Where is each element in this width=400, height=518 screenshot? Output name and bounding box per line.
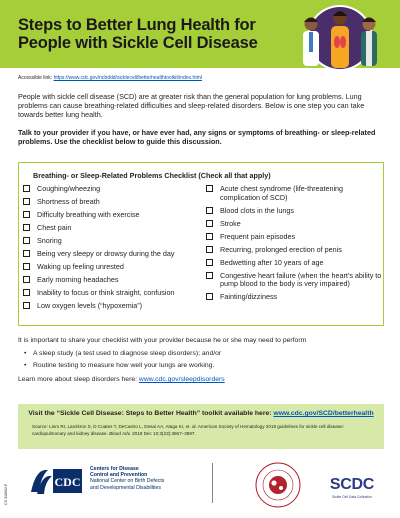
checklist-item[interactable]: Blood clots in the lungs — [202, 207, 382, 216]
source-citation: Source: Liem RI, Lanzkron S, D Coates T, DeCastro L, Desai AA, Ataga KI, et. al. American Society of Hematology 2019 guidelines for sickle cell disease: cardiopulmonary and kidney disease. Blood Adv. 2019 Dec 10;3(23):3867–3897. — [32, 424, 344, 436]
bullet-icon: • — [24, 350, 27, 357]
accessible-link-line — [18, 75, 202, 81]
checklist-left-column — [19, 185, 199, 311]
page-title — [18, 16, 283, 52]
checkbox[interactable] — [206, 272, 213, 279]
checklist-box — [18, 162, 384, 326]
checklist-item[interactable]: Bedwetting after 10 years of age — [202, 259, 382, 268]
checkbox[interactable] — [23, 237, 30, 244]
checkbox[interactable] — [23, 276, 30, 283]
checkbox[interactable] — [23, 263, 30, 270]
checklist-item[interactable]: Acute chest syndrome (life-threatening complication of SCD) — [202, 185, 382, 202]
checkbox[interactable] — [206, 246, 213, 253]
checklist-item[interactable]: Frequent pain episodes — [202, 233, 382, 242]
checkbox[interactable] — [23, 289, 30, 296]
scdc-letters: SCDC — [329, 476, 375, 493]
checklist-right-column — [202, 185, 382, 302]
checkbox[interactable] — [23, 211, 30, 218]
visit-toolkit-line: Visit the “Sickle Cell Disease: Steps to Better Health” toolkit available here: www.cdc.gov/SCD/betterhealth — [28, 410, 374, 417]
checkbox[interactable] — [206, 207, 213, 214]
checklist-item[interactable]: Early morning headaches — [19, 276, 199, 285]
people-illustration — [284, 2, 396, 74]
checkbox[interactable] — [206, 259, 213, 266]
checkbox[interactable] — [23, 224, 30, 231]
logo-divider — [212, 463, 213, 503]
checkbox[interactable] — [23, 250, 30, 257]
checklist-item[interactable]: Snoring — [19, 237, 199, 246]
ash-seal-logo — [254, 461, 302, 509]
checkbox[interactable] — [23, 302, 30, 309]
checklist-item[interactable]: Difficulty breathing with exercise — [19, 211, 199, 220]
checkbox[interactable] — [206, 220, 213, 227]
checkbox[interactable] — [206, 233, 213, 240]
sleep-disorders-link[interactable]: www.cdc.gov/sleepdisorders — [138, 376, 225, 383]
bullet-item: • Routine testing to measure how well your lungs are working. — [24, 362, 215, 369]
checkbox[interactable] — [23, 185, 30, 192]
talk-to-provider-text: Talk to your provider if you have, or have ever had, any signs or symptoms of breathing- or sleep-related problems. Use the checklist below to guide this discussion. — [18, 128, 376, 146]
checklist-item[interactable]: Coughing/wheezing — [19, 185, 199, 194]
toolkit-link[interactable]: www.cdc.gov/SCD/betterhealth — [273, 410, 374, 417]
intro-paragraph: People with sickle cell disease (SCD) are at greater risk than the general population for lung problems. Lung problems can cause breathing-related difficulties and sleep-related disorders. Below is one step you can take towards better lung health. — [18, 92, 365, 119]
bullet-item: • A sleep study (a test used to diagnose sleep disorders); and/or — [24, 350, 222, 357]
checklist-item[interactable]: Stroke — [202, 220, 382, 229]
checklist-item[interactable]: Being very sleepy or drowsy during the day — [19, 250, 199, 259]
checklist-item[interactable]: Fainting/dizziness — [202, 293, 382, 302]
title-line-1: Steps to Better Lung Health for — [18, 16, 256, 34]
cdc-mark-text: CDC — [54, 475, 81, 489]
scdc-subtitle: Sickle Cell Data Collection — [332, 495, 372, 499]
checklist-title: Breathing- or Sleep-Related Problems Checklist (Check all that apply) — [33, 171, 271, 180]
hhs-cdc-logo — [28, 462, 84, 498]
title-line-2: People with Sickle Cell Disease — [18, 34, 258, 52]
cdc-name-block: Centers for Disease Control and Prevention National Center on Birth Defects and Developmental Disabilities — [90, 466, 165, 491]
checklist-item[interactable]: Shortness of breath — [19, 198, 199, 207]
checklist-item[interactable]: Inability to focus or think straight, confusion — [19, 289, 199, 298]
checklist-item[interactable]: Low oxygen levels (“hypoxemia”) — [19, 302, 199, 311]
accessible-url-link[interactable]: https://www.cdc.gov/ncbddd/sicklecell/betterhealthtoolkit/index.html — [53, 75, 202, 81]
checkbox[interactable] — [206, 293, 213, 300]
checklist-item[interactable]: Chest pain — [19, 224, 199, 233]
checkbox[interactable] — [23, 198, 30, 205]
checklist-item[interactable]: Congestive heart failure (when the heart’s ability to pump blood to the body is very impaired) — [202, 272, 382, 289]
checkbox[interactable] — [206, 185, 213, 192]
accessible-label: Accessible link: — [18, 75, 53, 81]
bullet-icon: • — [24, 362, 27, 369]
checklist-item[interactable]: Waking up feeling unrested — [19, 263, 199, 272]
checklist-item[interactable]: Recurring, prolonged erection of penis — [202, 246, 382, 255]
learn-more-line: Learn more about sleep disorders here: www.cdc.gov/sleepdisorders — [18, 376, 225, 383]
toolkit-box — [18, 404, 384, 449]
document-code: CS 318002-F — [4, 483, 8, 505]
logo-row — [0, 455, 400, 515]
share-text: It is important to share your checklist with your provider because he or she may need to perform — [18, 337, 307, 344]
